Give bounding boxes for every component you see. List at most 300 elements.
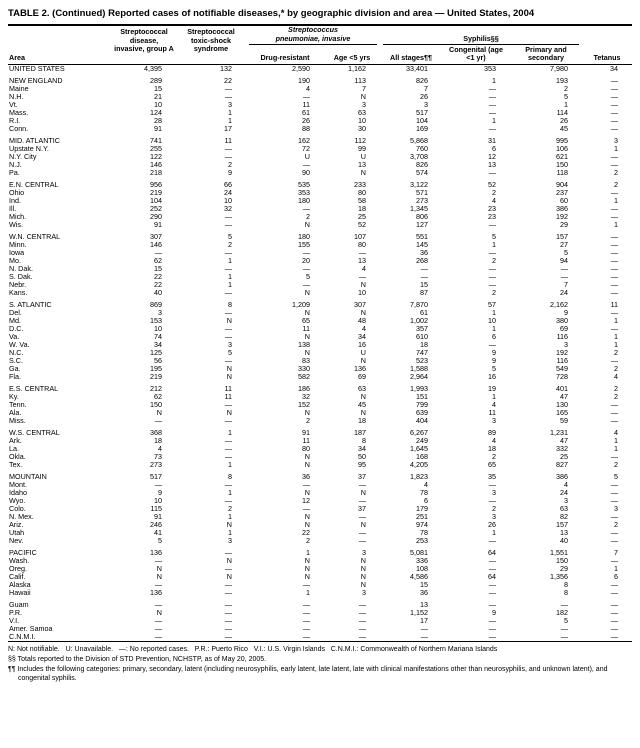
value-cell: 353 [484, 63, 496, 73]
value-cell: 78 [420, 527, 428, 537]
value-cell: — [224, 495, 232, 505]
value-cell: 2 [492, 451, 496, 461]
value-cell: 1 [228, 511, 232, 521]
value-cell: — [488, 587, 496, 597]
value-cell: 34 [358, 443, 366, 453]
area-cell: Ga. [9, 363, 21, 373]
value-cell: — [302, 631, 310, 641]
value-cell: N [304, 487, 310, 497]
value-cell: 741 [150, 135, 162, 145]
value-cell: 2 [228, 159, 232, 169]
value-cell: N [360, 571, 366, 581]
value-cell: 82 [560, 511, 569, 521]
table-row [8, 289, 632, 297]
value-cell: 1 [228, 107, 232, 117]
value-cell: — [560, 599, 569, 609]
area-cell: N. Mex. [9, 511, 34, 521]
value-cell: 59 [560, 415, 569, 425]
area-cell: Wyo. [9, 495, 26, 505]
value-cell: — [224, 443, 232, 453]
value-cell: — [224, 83, 232, 93]
table-row [8, 161, 632, 169]
table-row [8, 373, 632, 381]
value-cell: 401 [556, 383, 569, 393]
value-cell: N [226, 407, 232, 417]
value-cell: 253 [416, 535, 428, 545]
value-cell: 40 [154, 287, 162, 297]
value-cell: — [610, 599, 619, 609]
area-cell: Va. [9, 331, 20, 341]
value-cell: — [610, 287, 619, 297]
value-cell: — [610, 615, 619, 625]
value-cell: 5 [614, 471, 619, 481]
value-cell: 8 [228, 471, 232, 481]
value-cell: 10 [154, 99, 162, 109]
value-cell: — [610, 511, 619, 521]
value-cell: N [360, 279, 366, 289]
value-cell: 30 [358, 123, 366, 133]
table-row [8, 317, 632, 325]
value-cell: — [610, 323, 619, 333]
area-cell: Kans. [9, 287, 28, 297]
table-row [8, 489, 632, 497]
value-cell: 212 [150, 383, 162, 393]
value-cell: 3 [564, 339, 569, 349]
header-strep-toxic-shock: Streptococcal toxic-shock syndrome [187, 27, 235, 53]
value-cell: 9 [492, 355, 496, 365]
value-cell: 2 [306, 211, 310, 221]
value-cell: — [488, 247, 496, 257]
header-primary-secondary: Primary and secondary [525, 44, 567, 63]
value-cell: 50 [358, 451, 366, 461]
area-cell: Idaho [9, 487, 27, 497]
value-cell: 9 [492, 347, 496, 357]
header-strep-pneumoniae-group: Streptococcus pneumoniae, invasive [246, 25, 380, 45]
table-row [8, 189, 632, 197]
table-row [8, 633, 632, 642]
value-cell: — [302, 579, 310, 589]
value-cell: — [154, 579, 162, 589]
value-cell: 6 [492, 331, 496, 341]
area-cell: Mass. [9, 107, 29, 117]
value-cell: 5 [564, 247, 569, 257]
value-cell: — [610, 579, 619, 589]
table-row [8, 101, 632, 109]
value-cell: 169 [416, 123, 428, 133]
value-cell: 252 [150, 203, 162, 213]
value-cell: 99 [358, 143, 366, 153]
value-cell: 2,590 [292, 63, 310, 73]
area-cell: Ill. [9, 203, 17, 213]
table-row [8, 601, 632, 609]
value-cell: N [304, 407, 310, 417]
table-row [8, 125, 632, 133]
table-row [8, 241, 632, 249]
value-cell: 150 [150, 399, 162, 409]
header-syphilis-group: Syphilis§§ [380, 25, 582, 45]
value-cell: 116 [556, 355, 569, 365]
value-cell: 29 [560, 219, 569, 229]
value-cell: 10 [154, 495, 162, 505]
value-cell: 3 [158, 307, 162, 317]
value-cell: — [488, 599, 496, 609]
table-row [8, 145, 632, 153]
value-cell: — [224, 307, 232, 317]
value-cell: 11 [302, 323, 310, 333]
value-cell: 64 [488, 571, 496, 581]
value-cell: 63 [358, 107, 366, 117]
value-cell: N [360, 579, 366, 589]
value-cell: 5 [564, 615, 569, 625]
area-cell: D.C. [9, 323, 24, 333]
table-row [8, 93, 632, 101]
value-cell: — [488, 535, 496, 545]
value-cell: 32 [224, 203, 232, 213]
value-cell: 9 [564, 307, 569, 317]
value-cell: 18 [154, 435, 162, 445]
value-cell: 523 [416, 355, 428, 365]
value-cell: 34 [358, 331, 366, 341]
value-cell: 16 [488, 371, 496, 381]
value-cell: 24 [560, 287, 569, 297]
header-drug-resistant: Drug-resistant [260, 53, 310, 63]
area-cell: E.S. CENTRAL [9, 383, 59, 393]
value-cell: 26 [488, 519, 496, 529]
value-cell: 91 [154, 123, 162, 133]
value-cell: — [610, 407, 619, 417]
value-cell: 124 [150, 107, 162, 117]
value-cell: 760 [416, 143, 428, 153]
value-cell: — [154, 615, 162, 625]
value-cell: 65 [302, 315, 310, 325]
value-cell: — [154, 555, 162, 565]
value-cell: — [224, 631, 232, 641]
value-cell: 36 [420, 587, 428, 597]
value-cell: 18 [358, 203, 366, 213]
value-cell: 78 [420, 487, 428, 497]
value-cell: — [302, 203, 310, 213]
value-cell: 36 [302, 471, 310, 481]
area-cell: W. Va. [9, 339, 30, 349]
table-row [8, 249, 632, 257]
value-cell: 125 [150, 347, 162, 357]
value-cell: 1,152 [410, 607, 428, 617]
value-cell: 4,586 [410, 571, 428, 581]
value-cell: 114 [556, 107, 569, 117]
value-cell: 1,551 [550, 547, 569, 557]
value-cell: — [610, 279, 619, 289]
value-cell: 218 [150, 167, 162, 177]
value-cell: 1 [614, 331, 619, 341]
value-cell: — [610, 231, 619, 241]
table-row [8, 325, 632, 333]
value-cell: 8 [564, 579, 569, 589]
value-cell: 1 [492, 115, 496, 125]
value-cell: 26 [302, 115, 310, 125]
value-cell: 249 [416, 435, 428, 445]
value-cell: 69 [560, 323, 569, 333]
value-cell: N [360, 307, 366, 317]
value-cell: — [224, 615, 232, 625]
value-cell: — [610, 555, 619, 565]
area-cell: Hawaii [9, 587, 31, 597]
table-row [8, 109, 632, 117]
value-cell: — [610, 187, 619, 197]
value-cell: 995 [556, 135, 569, 145]
table-row [8, 445, 632, 453]
value-cell: N [304, 563, 310, 573]
value-cell: 9 [492, 607, 496, 617]
value-cell: 330 [298, 363, 310, 373]
value-cell: 1 [614, 219, 619, 229]
value-cell: 290 [150, 211, 162, 221]
value-cell: 15 [420, 279, 428, 289]
value-cell: 31 [488, 135, 496, 145]
value-cell: 153 [150, 315, 162, 325]
value-cell: 2,964 [410, 371, 428, 381]
value-cell: 826 [416, 75, 428, 85]
value-cell: 62 [154, 391, 162, 401]
area-cell: Utah [9, 527, 25, 537]
value-cell: — [420, 263, 428, 273]
value-cell: 3 [362, 587, 366, 597]
value-cell: 7 [614, 547, 619, 557]
value-cell: 3 [228, 99, 232, 109]
value-cell: 18 [358, 415, 366, 425]
value-cell: — [610, 255, 619, 265]
area-cell: Ark. [9, 435, 22, 445]
area-cell: C.N.M.I. [9, 631, 36, 641]
area-cell: Amer. Samoa [9, 623, 53, 633]
area-cell: Ariz. [9, 519, 24, 529]
table-row [8, 401, 632, 409]
value-cell: — [610, 587, 619, 597]
value-cell: 268 [416, 255, 428, 265]
value-cell: — [154, 415, 162, 425]
value-cell: 138 [298, 339, 310, 349]
table-row [8, 537, 632, 545]
area-cell: Tenn. [9, 399, 27, 409]
value-cell: 1,209 [292, 299, 310, 309]
value-cell: 47 [560, 435, 569, 445]
value-cell: 404 [416, 415, 428, 425]
area-cell: MOUNTAIN [9, 471, 47, 481]
value-cell: 4 [492, 195, 496, 205]
value-cell: — [224, 355, 232, 365]
table-row [8, 233, 632, 241]
value-cell: 806 [416, 211, 428, 221]
table-body [8, 64, 632, 641]
value-cell: 179 [416, 503, 428, 513]
table-row [8, 341, 632, 349]
value-cell: 155 [298, 239, 310, 249]
value-cell: 104 [416, 115, 428, 125]
value-cell: — [610, 159, 619, 169]
value-cell: — [154, 599, 162, 609]
value-cell: 1 [306, 547, 310, 557]
value-cell: N [360, 91, 366, 101]
value-cell: — [224, 451, 232, 461]
value-cell: N [360, 563, 366, 573]
value-cell: 180 [298, 195, 310, 205]
area-cell: Alaska [9, 579, 31, 589]
value-cell: 8 [362, 435, 366, 445]
value-cell: N [360, 407, 366, 417]
table-row [8, 417, 632, 425]
table-row [8, 169, 632, 177]
value-cell: 1 [492, 323, 496, 333]
value-cell: 19 [488, 383, 496, 393]
area-cell: W.S. CENTRAL [9, 427, 60, 437]
value-cell: N [360, 487, 366, 497]
value-cell: — [154, 631, 162, 641]
value-cell: 22 [224, 75, 232, 85]
value-cell: 4 [492, 435, 496, 445]
value-cell: 4 [492, 399, 496, 409]
value-cell: — [224, 607, 232, 617]
value-cell: — [224, 91, 232, 101]
value-cell: 60 [560, 195, 569, 205]
value-cell: — [224, 287, 232, 297]
footnote-all-stages: ¶¶ Includes the following categories: primary, secondary, latent (including neurosyphilis, early latent, late latent, late with clinical manifestations other than neurosyphilis, and unknown latent), and congenital syphilis. [8, 665, 608, 682]
value-cell: — [224, 579, 232, 589]
value-cell: — [610, 535, 619, 545]
value-cell: — [488, 107, 496, 117]
value-cell: 10 [224, 195, 232, 205]
value-cell: 15 [154, 263, 162, 273]
value-cell: N [304, 459, 310, 469]
table-row [8, 573, 632, 581]
value-cell: 83 [302, 355, 310, 365]
value-cell: 23 [488, 211, 496, 221]
value-cell: — [224, 151, 232, 161]
value-cell: 1 [228, 279, 232, 289]
value-cell: 7,980 [550, 63, 569, 73]
value-cell: 64 [488, 547, 496, 557]
value-cell: 386 [556, 203, 569, 213]
value-cell: — [560, 631, 569, 641]
value-cell: 182 [556, 607, 569, 617]
value-cell: — [610, 239, 619, 249]
value-cell: 4 [614, 427, 619, 437]
area-cell: NEW ENGLAND [9, 75, 63, 85]
value-cell: 11 [224, 135, 232, 145]
area-cell: Iowa [9, 247, 25, 257]
value-cell: — [302, 479, 310, 489]
value-cell: 32 [302, 391, 310, 401]
value-cell: — [358, 495, 366, 505]
value-cell: 2 [492, 187, 496, 197]
value-cell: 24 [560, 487, 569, 497]
value-cell: 1 [228, 271, 232, 281]
value-cell: 1 [492, 75, 496, 85]
value-cell: 13 [560, 527, 569, 537]
value-cell: 2 [614, 167, 619, 177]
value-cell: 1,588 [410, 363, 428, 373]
value-cell: 219 [150, 187, 162, 197]
value-cell: 2 [614, 363, 619, 373]
value-cell: 146 [150, 239, 162, 249]
footnote-syphilis: §§ Totals reported to the Division of STD Prevention, NCHSTP, as of May 20, 2005. [8, 655, 267, 663]
value-cell: 336 [416, 555, 428, 565]
table-row [8, 197, 632, 205]
value-cell: — [224, 323, 232, 333]
area-cell: P.R. [9, 607, 23, 617]
value-cell: 5 [228, 231, 232, 241]
value-cell: — [224, 623, 232, 633]
value-cell: 15 [154, 83, 162, 93]
value-cell: U [304, 151, 310, 161]
value-cell: 5 [228, 347, 232, 357]
value-cell: 517 [416, 107, 428, 117]
value-cell: N [304, 287, 310, 297]
value-cell: 7 [424, 83, 428, 93]
value-cell: — [224, 211, 232, 221]
value-cell: — [224, 219, 232, 229]
area-cell: S.C. [9, 355, 23, 365]
value-cell: 1 [614, 143, 619, 153]
value-cell: 1 [564, 99, 569, 109]
value-cell: — [610, 527, 619, 537]
value-cell: — [610, 123, 619, 133]
value-cell: — [358, 599, 366, 609]
value-cell: 23 [488, 203, 496, 213]
table-row [8, 365, 632, 373]
value-cell: N [226, 363, 232, 373]
area-cell: Okla. [9, 451, 26, 461]
value-cell: 61 [302, 107, 310, 117]
area-cell: Conn. [9, 123, 29, 133]
value-cell: N [156, 571, 162, 581]
header-area: Area [9, 53, 25, 63]
value-cell: — [610, 271, 619, 281]
value-cell: 118 [556, 167, 569, 177]
area-cell: Maine [9, 83, 29, 93]
value-cell: — [488, 623, 496, 633]
value-cell: 9 [158, 487, 162, 497]
value-cell: — [358, 615, 366, 625]
value-cell: 4 [306, 83, 310, 93]
value-cell: 136 [150, 547, 162, 557]
table-row [8, 281, 632, 289]
table-row [8, 349, 632, 357]
value-cell: — [302, 91, 310, 101]
value-cell: 15 [420, 579, 428, 589]
value-cell: 3,122 [410, 179, 428, 189]
value-cell: 1,162 [348, 63, 366, 73]
value-cell: 16 [358, 339, 366, 349]
value-cell: 150 [556, 159, 569, 169]
value-cell: 1 [614, 315, 619, 325]
value-cell: — [610, 247, 619, 257]
value-cell: — [302, 599, 310, 609]
value-cell: 52 [488, 179, 496, 189]
value-cell: N [304, 555, 310, 565]
area-cell: Ala. [9, 407, 22, 417]
value-cell: 8 [228, 299, 232, 309]
header-all-stages: All stages¶¶ [390, 53, 432, 63]
value-cell: — [488, 219, 496, 229]
value-cell: 34 [154, 339, 162, 349]
value-cell: — [610, 355, 619, 365]
value-cell: — [224, 247, 232, 257]
value-cell: — [224, 563, 232, 573]
value-cell: 380 [556, 315, 569, 325]
value-cell: 2 [614, 383, 619, 393]
area-cell: Wis. [9, 219, 23, 229]
value-cell: — [358, 271, 366, 281]
value-cell: — [302, 615, 310, 625]
